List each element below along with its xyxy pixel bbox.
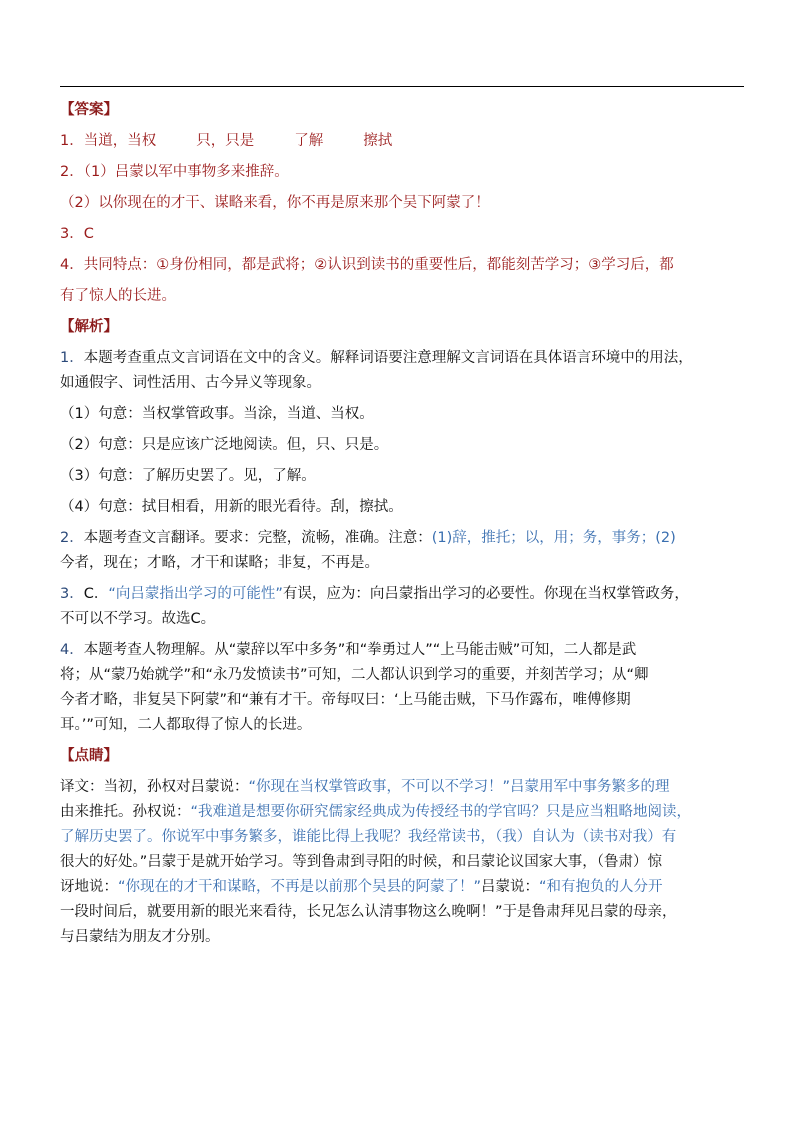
answer-1-part-4: 擦拭	[363, 133, 393, 149]
analysis-q3-line-1a: C．	[83, 586, 109, 602]
notes-line-4: 很大的好处。”吕蒙于是就开始学习。等到鲁肃到寻阳的时候，和吕蒙论议国家大事，（鲁肃）惊	[60, 854, 663, 870]
answer-1-part-2: 只，只是	[196, 133, 255, 149]
answer-item-1	[60, 129, 750, 154]
answer-item-2-line-2: （2）以你现在的才干、谋略来看，你不再是原来那个吴下阿蒙了！	[60, 195, 490, 211]
header-rule	[60, 86, 744, 87]
analysis-q3-line-1c: 有误，应为：向吕蒙指出学习的必要性。你现在当权掌管政务，	[282, 586, 689, 602]
notes-line-5	[60, 875, 750, 900]
notes-line-7: 与吕蒙结为朋友才分别。	[60, 929, 220, 945]
answer-2-number: 2．	[60, 164, 84, 180]
analysis-q4-line-4: 耳。’”可知，二人都取得了惊人的长进。	[60, 717, 312, 733]
analysis-q1-sub-4: （4）句意：拭目相看，用新的眼光看待。刮，擦拭。	[60, 499, 403, 515]
notes-line-5b: “你现在的才干和谋略，不再是以前那个吴县的阿蒙了！”	[118, 879, 482, 895]
analysis-q4-line-1: 本题考查人物理解。从“蒙辞以军中多务”和“拳勇过人”“上马能击贼”可知，二人都是武	[83, 642, 637, 658]
notes-heading: 【点睛】	[60, 748, 118, 764]
notes-line-2	[60, 800, 750, 825]
answer-4-number: 4．	[60, 257, 84, 273]
answer-1-number: 1．	[60, 133, 84, 149]
analysis-q2-line-2: 今者，现在；才略，才干和谋略；非复，不再是。	[60, 555, 379, 571]
answer-4-line-1: 共同特点：①身份相同，都是武将；②认识到读书的重要性后，都能刻苦学习；③学习后，都	[83, 257, 674, 273]
notes-line-6: 一段时间后，就要用新的眼光来看待，长兄怎么认清事物这么晚啊！”于是鲁肃拜见吕蒙的母亲，	[60, 904, 677, 920]
analysis-heading: 【解析】	[60, 319, 118, 335]
analysis-q4-number: 4．	[60, 642, 84, 658]
analysis-q4-line-3: 今者才略，非复吴下阿蒙”和“兼有才干。帝每叹曰：‘上马能击贼，下马作露布，唯傅修期	[60, 692, 631, 708]
notes-line-5a: 讶地说：	[60, 879, 118, 895]
answer-item-2	[60, 160, 750, 185]
notes-line-1	[60, 775, 750, 800]
analysis-q1	[60, 346, 750, 371]
notes-line-1b: “你现在当权掌管政事，不可以不学习！”吕蒙用军中事务繁多的理	[248, 779, 670, 795]
analysis-q1-sub-3: （3）句意：了解历史罢了。见，了解。	[60, 468, 316, 484]
analysis-q2-number: 2．	[60, 530, 84, 546]
notes-line-1a: 译文：当初，孙权对吕蒙说：	[60, 779, 249, 795]
analysis-q4	[60, 638, 750, 663]
answer-3-text: C	[83, 226, 94, 242]
analysis-q3-line-2: 不可以不学习。故选C。	[60, 611, 216, 627]
analysis-q1-line-2: 如通假字、词性活用、古今异义等现象。	[60, 375, 321, 391]
answer-3-number: 3．	[60, 226, 84, 242]
analysis-q1-line-1: 本题考查重点文言词语在文中的含义。解释词语要注意理解文言词语在具体语言环境中的用法，	[83, 350, 693, 366]
analysis-q4-line-2: 将；从“蒙乃始就学”和“永乃发愤读书”可知，二人都认识到学习的重要，并刻苦学习；从“卿	[60, 667, 649, 683]
analysis-q2	[60, 526, 750, 551]
analysis-q1-sub-1: （1）句意：当权掌管政事。当涂，当道、当权。	[60, 406, 374, 422]
answer-item-4	[60, 253, 750, 278]
answer-item-4-line-2: 有了惊人的长进。	[60, 288, 176, 304]
answer-1-part-3: 了解	[294, 133, 324, 149]
analysis-q1-sub-2: （2）句意：只是应该广泛地阅读。但，只、只是。	[60, 437, 389, 453]
notes-line-5d: “和有抱负的人分开	[539, 879, 663, 895]
notes-line-5c: 吕蒙说：	[481, 879, 540, 895]
answer-heading: 【答案】	[60, 102, 118, 118]
document-body	[60, 98, 750, 950]
analysis-q3	[60, 582, 750, 607]
notes-line-3: 了解历史罢了。你说军中事务繁多，谁能比得上我呢？我经常读书，（我）自认为（读书对我）有	[60, 829, 677, 845]
analysis-q1-number: 1．	[60, 350, 84, 366]
analysis-q3-line-1b: “向吕蒙指出学习的可能性”	[108, 586, 283, 602]
analysis-q3-number: 3．	[60, 586, 84, 602]
answer-2-line-1: （1）吕蒙以军中事物多来推辞。	[83, 164, 289, 180]
answer-1-part-1: 当道，当权	[83, 133, 157, 149]
answer-item-3	[60, 222, 750, 247]
notes-line-2b: “我难道是想要你研究儒家经典成为传授经书的学官吗？只是应当粗略地阅读，	[190, 804, 692, 820]
analysis-q2-line-1b: (1)辞，推托；以，用；务，事务；(2)	[431, 530, 676, 546]
notes-line-2a: 由来推托。孙权说：	[60, 804, 191, 820]
analysis-q2-line-1a: 本题考查文言翻译。要求：完整，流畅，准确。注意：	[83, 530, 432, 546]
